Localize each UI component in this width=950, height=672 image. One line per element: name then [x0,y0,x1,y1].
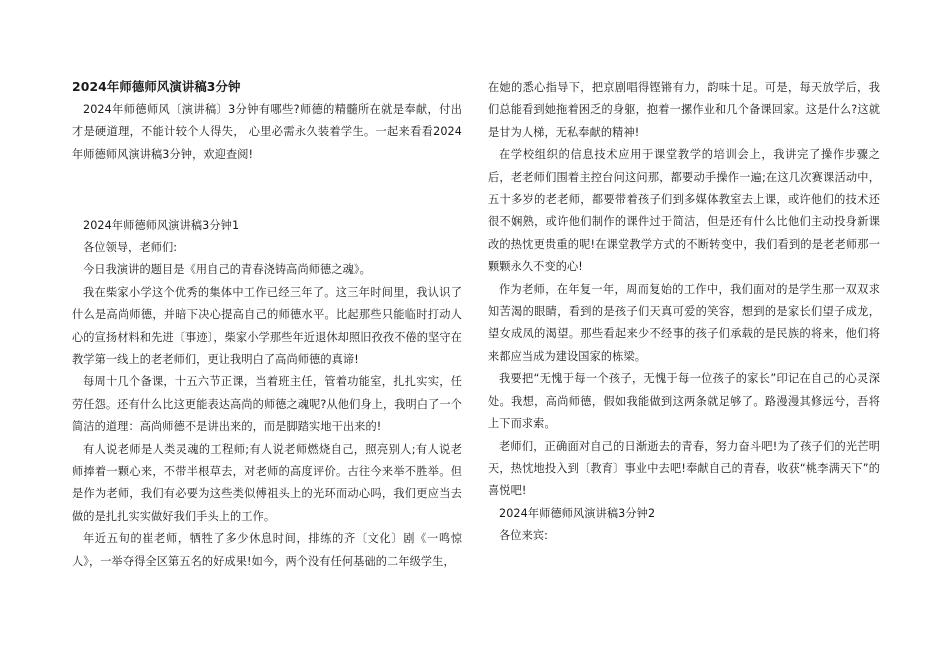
paragraph: 我在柴家小学这个优秀的集体中工作已经三年了。这三年时间里，我认识了什么是高尚师德，并暗下决心提高自己的师德水平。比起那些只能临时打动人心的宣扬材料和先进〔事迹〕，柴家小学那些年近退休却照旧孜孜不倦的坚守在教学第一线上的老老师们，更让我明白了高尚师德的真谛! [72,285,462,367]
salutation-2: 各位来宾: [499,529,549,543]
paragraph: 今日我演讲的题目是《用自己的青春浇铸高尚师德之魂》。 [83,263,371,277]
paragraph: 老师们，正确面对自己的日渐逝去的青春，努力奋斗吧!为了孩子们的光芒明天，热忱地投入到〔教育〕事业中去吧!奉献自己的青春，收获“桃李满天下”的喜悦吧! [488,439,880,498]
paragraph-continued: 在她的悉心指导下，把京剧唱得铿锵有力，韵味十足。可是，每天放学后，我们总能看到她拖着困乏的身躯，抱着一摞作业和几个备课回家。这是什么?这就是甘为人梯，无私奉献的精神! [488,81,880,139]
section-heading-1: 2024年师德师风演讲稿3分钟1 [83,218,240,232]
paragraph: 在学校组织的信息技术应用于课堂教学的培训会上，我讲完了操作步骤之后，老老师们围着主控台问这问那，都要动手操作一遍;在这几次赛课活动中，五十多岁的老老师，都要带着孩子们到多媒体教室去上课，或许他们的技术还很不娴熟，或许他们制作的课件过于简洁，但是还有什么比他们主动投身新课改的热忱更贵重的呢!在课堂教学方式的不断转变中，我们看到的是老老师那一颗颗永久不变的心! [488,148,880,274]
section-heading-2: 2024年师德师风演讲稿3分钟2 [499,506,656,520]
salutation-1: 各位领导，老师们: [83,241,178,255]
document-title: 2024年师德师风演讲稿3分钟 [72,79,241,94]
paragraph: 有人说老师是人类灵魂的工程师;有人说老师燃烧自己，照亮别人;有人说老师捧着一颗心来，不带半根草去，对老师的高度评价。古往今来举不胜举。但是作为老师，我们有必要为这些类似傅祖头上的光环而动心吗，我们更应当去做的是扎扎实实做好我们手头上的工作。 [72,442,462,523]
paragraph: 每周十几个备课，十五六节正课，当着班主任，管着功能室，扎扎实实，任劳任怨。还有什么比这更能表达高尚的师德之魂呢?从他们身上，我明白了一个简洁的道理：高尚师德不是讲出来的，而是脚踏实地干出来的! [72,375,462,434]
paragraph: 作为老师，在年复一年，周而复始的工作中，我们面对的是学生那一双双求知苦渴的眼睛，看到的是孩子们天真可爱的笑容，想到的是家长们望子成龙，望女成凤的渴望。那些看起来少不经事的孩子们承载的是民族的将来，他们将来都应当成为建设国家的栋梁。 [488,282,880,363]
left-column [72,76,462,573]
paragraph: 年近五旬的崔老师，牺牲了多少休息时间，排练的齐〔文化〕剧《一鸣惊人》，一举夺得全区第五名的好成果!如今，两个没有任何基础的二年级学生， [72,532,462,568]
paragraph: 我要把“无愧于每一个孩子，无愧于每一位孩子的家长”印记在自己的心灵深处。我想，高尚师德，假如我能做到这两条就足够了。路漫漫其修远兮，吾将上下而求索。 [488,372,880,431]
right-column [488,77,880,548]
intro-paragraph: 2024年师德师风〔演讲稿〕3分钟有哪些?师德的精髓所在就是奉献，付出才是硬道理，不能计较个人得失， 心里必需永久装着学生。一起来看看2024年师德师风演讲稿3分钟，欢迎查阅! [72,103,462,161]
